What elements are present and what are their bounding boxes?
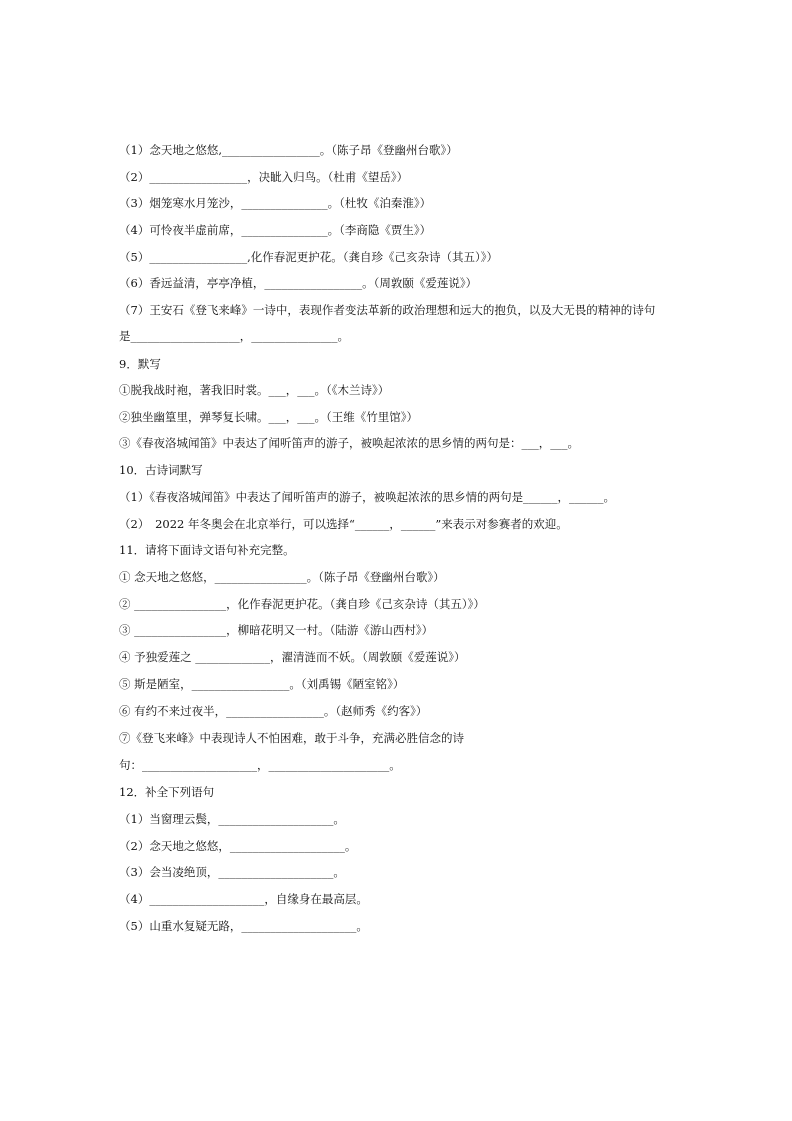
question-11-item-2: ② ________________，化作春泥更护花。（龚自珍《己亥杂诗（其五）》） <box>119 597 485 611</box>
question-8-item-6: （6）香远益清，亭亭净植，_________________。（周敦颐《爱莲说》） <box>119 276 478 290</box>
question-11-item-7: ⑦《登飞来峰》中表现诗人不怕困难，敢于斗争，充满必胜信念的诗 <box>119 731 464 745</box>
question-9-title: 9．默写 <box>119 357 161 371</box>
question-12-item-4: （4）____________________，自缘身在最高层。 <box>119 892 368 906</box>
question-11-item-7-continued: 句：____________________，_____________________。 <box>119 758 401 772</box>
question-11-item-1: ① 念天地之悠悠，________________。（陈子昂《登幽州台歌》） <box>119 570 445 584</box>
question-11-title: 11．请将下面诗文语句补充完整。 <box>119 543 295 557</box>
question-8-item-3: （3）烟笼寒水月笼沙，_______________。（杜牧《泊秦淮》） <box>119 196 432 210</box>
question-12-item-5: （5）山重水复疑无路，____________________。 <box>119 919 368 933</box>
question-11-item-5: ⑤ 斯是陋室，_________________。（刘禹锡《陋室铭》） <box>119 677 405 691</box>
question-9-item-1: ①脱我战时袍，著我旧时裳。___，___。（《木兰诗》） <box>119 383 390 397</box>
question-11-item-4: ④ 予独爱莲之 _____________，濯清涟而不妖。（周敦颐《爱莲说》） <box>119 650 466 664</box>
question-8-item-5: （5）_________________,化作春泥更护花。（龚自珍《己亥杂诗（其五）》） <box>119 250 498 264</box>
question-10-title: 10．古诗词默写 <box>119 463 203 477</box>
question-9-item-3: ③《春夜洛城闻笛》中表达了闻听笛声的游子，被唤起浓浓的思乡情的两句是：___，___。 <box>119 436 579 450</box>
question-9-item-2: ②独坐幽篁里，弹琴复长啸。___，___。（王维《竹里馆》） <box>119 410 418 424</box>
question-11-item-3: ③ ________________，柳暗花明又一村。（陆游《游山西村》） <box>119 623 434 637</box>
question-8-item-2: （2）_________________，决眦入归鸟。（杜甫《望岳》） <box>119 170 409 184</box>
question-10-item-2: （2） 2022 年冬奥会在北京举行，可以选择“______，______”来表示对参赛者的欢迎。 <box>119 517 568 531</box>
question-12-title: 12．补全下列语句 <box>119 785 215 799</box>
question-11-item-6: ⑥ 有约不来过夜半，_________________。（赵师秀《约客》） <box>119 704 428 718</box>
question-8-item-7-continued: 是___________________，_______________。 <box>119 329 349 343</box>
question-8-item-7: （7）王安石《登飞来峰》一诗中，表现作者变法革新的政治理想和远大的抱负，以及大无畏的精神的诗句 <box>119 303 656 317</box>
question-8-item-1: （1）念天地之悠悠,_________________。（陈子昂《登幽州台歌》） <box>119 143 458 157</box>
question-12-item-2: （2）念天地之悠悠，____________________。 <box>119 839 357 853</box>
question-10-item-1: （1）《春夜洛城闻笛》中表达了闻听笛声的游子，被唤起浓浓的思乡情的两句是______，______。 <box>119 490 616 504</box>
question-12-item-1: （1）当窗理云鬓，____________________。 <box>119 812 345 826</box>
question-12-item-3: （3）会当凌绝顶，____________________。 <box>119 865 345 879</box>
question-8-item-4: （4）可怜夜半虚前席，_______________。（李商隐《贾生》） <box>119 223 432 237</box>
